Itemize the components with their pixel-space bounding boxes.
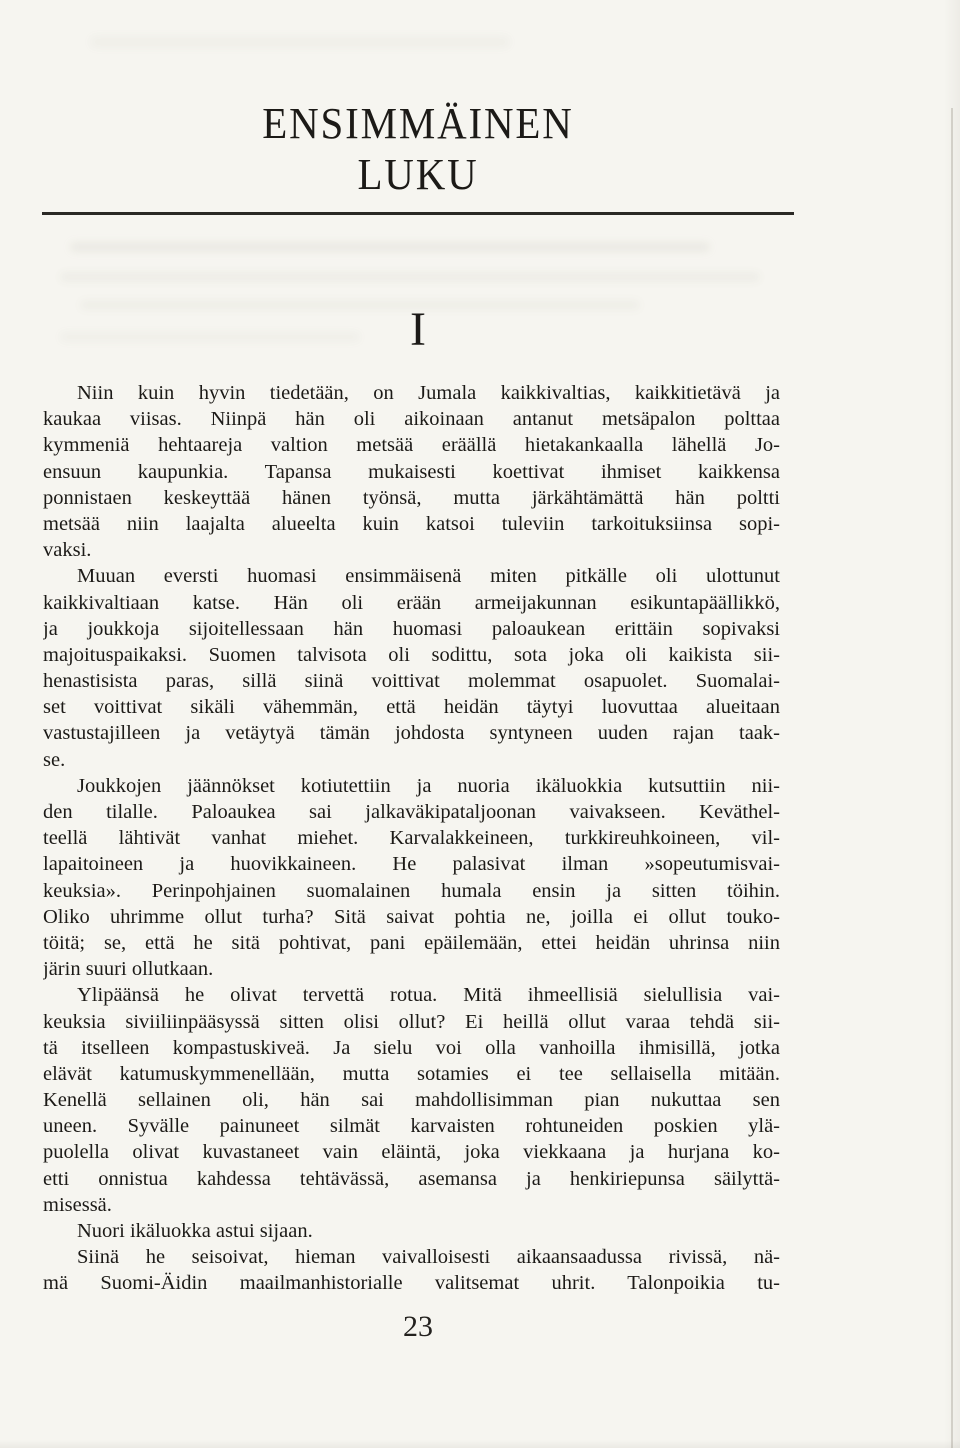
text-line: uneen. Syvälle painuneet silmät karvaisten rohtuneiden poskien ylä- (43, 1115, 780, 1138)
text-line: järin suuri ollutkaan. (43, 958, 214, 981)
body-text-column (43, 380, 780, 1297)
text-line: vastustajilleen ja vetäytyä tämän johdosta syntyneen uuden rajan taak- (43, 722, 780, 745)
text-line: Kenellä sellainen oli, hän sai mahdollisimman pian nukuttaa sen (43, 1089, 780, 1112)
text-line: Niin kuin hyvin tiedetään, on Jumala kaikkivaltias, kaikkitietävä ja (77, 382, 780, 404)
chapter-title-line2: LUKU (357, 150, 479, 199)
text-line: set voittivat sikäli vähemmän, että heidän täytyi luovuttaa alueitaan (43, 696, 780, 719)
scan-smudge (60, 272, 760, 282)
chapter-title-line1: ENSIMMÄINEN (262, 99, 574, 148)
page-fold-line (951, 108, 953, 1448)
text-line: puolella olivat kuvastaneet vain eläintä, joka viekkaana ja hurjana ko- (43, 1141, 780, 1164)
page-bottom-shadow (0, 1440, 960, 1448)
scan-smudge (90, 36, 510, 48)
text-line: vaksi. (43, 539, 92, 562)
text-line: elävät katumuskymmenellään, mutta sotamies ei tee sellaisella mitään. (43, 1062, 780, 1085)
text-line: etti onnistua kahdessa tehtävässä, asemansa ja henkiriepunsa säilyttä- (43, 1167, 780, 1190)
text-line: metsää niin laajalta alueelta kuin katsoi tuleviin tarkoituksiinsa sopi- (43, 512, 780, 535)
text-line: tä itselleen kompastuskiveä. Ja sielu voi olla vanhoilla ihmisillä, jotka (43, 1036, 780, 1059)
text-line: misessä. (43, 1193, 112, 1216)
text-line: lapaitoineen ja huovikkaineen. He palasivat ilman »sopeutumisvai- (43, 853, 780, 876)
text-line: kymmeniä hehtaareja valtion metsää eräällä hietakankaalla lähellä Jo- (43, 434, 780, 457)
text-line: Muuan eversti huomasi ensimmäisenä miten pitkälle oli ulottunut (77, 565, 780, 588)
page-number: 23 (403, 1310, 433, 1343)
text-line: ja joukkoja sijoitellessaan hän huomasi paloaukean erittäin sopivaksi (43, 617, 780, 640)
text-line: mä Suomi-Äidin maailmanhistorialle valitsemat uhrit. Talonpoikia tu- (43, 1272, 780, 1295)
text-line: kaikkivaltiaan katse. Hän oli erään armeijakunnan esikuntapäällikkö, (43, 591, 780, 614)
text-line: töitä; se, että he sitä pohtivat, pani epäilemään, ettei heidän uhrinsa niin (43, 931, 780, 954)
text-line: Nuori ikäluokka astui sijaan. (77, 1220, 313, 1242)
text-line: teellä lähtivät vanhat miehet. Karvalakkeineen, turkkireuhkoineen, vil- (43, 827, 780, 850)
text-line: se. (43, 748, 66, 771)
heading-rule (42, 212, 794, 215)
text-line: majoituspaikaksi. Suomen talvisota oli sodittu, sota joka oli kaikista sii- (43, 643, 780, 666)
text-line: Ylipäänsä he olivat tervettä rotua. Mitä ihmeellisiä sielullisia vai- (77, 984, 780, 1007)
section-numeral: I (410, 303, 426, 356)
text-line: Oliko uhrimme ollut turha? Sitä saivat pohtia ne, joilla ei ollut touko- (43, 905, 780, 928)
text-line: ensuun kaupunkia. Tapansa mukaisesti koettivat ihmiset kaikkensa (43, 460, 780, 483)
text-line: henastisista paras, sillä siinä voittivat molemmat osapuolet. Suomalai- (43, 670, 780, 693)
text-line: keuksia». Perinpohjainen suomalainen humala ensin ja sitten töihin. (43, 879, 780, 902)
text-line: kaukaa viisas. Niinpä hän oli aikoinaan antanut metsäpalon polttaa (43, 408, 780, 431)
text-line: Siinä he seisoivat, hieman vaivalloisesti aikaansaadussa rivissä, nä- (77, 1246, 780, 1269)
text-line: keuksia siviiliinpääsyssä sitten olisi ollut? Ei heillä ollut varaa tehdä sii- (43, 1010, 780, 1033)
text-line: Joukkojen jäännökset kotiutettiin ja nuoria ikäluokkia kutsuttiin nii- (77, 774, 780, 797)
text-line: den tilalle. Paloaukea sai jalkaväkipataljoonan vaivakseen. Keväthel- (43, 801, 780, 823)
chapter-heading (68, 98, 767, 200)
text-line: ponnistaen keskeyttää hänen työnsä, mutta järkähtämättä hän poltti (43, 486, 780, 509)
scan-smudge (70, 242, 710, 252)
